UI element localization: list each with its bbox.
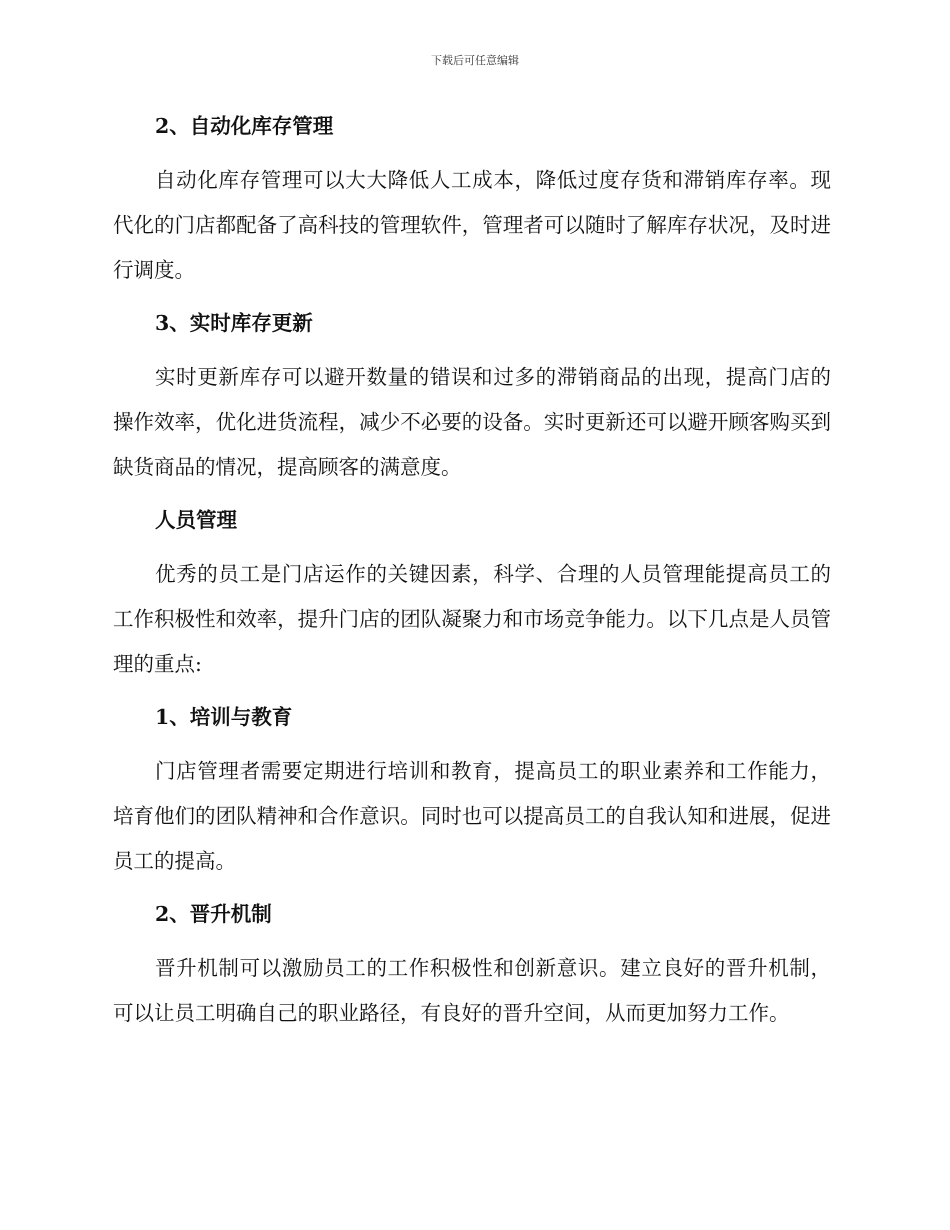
section-heading: 2、自动化库存管理 xyxy=(155,114,334,138)
section-paragraph: 晋升机制可以激励员工的工作积极性和创新意识。建立良好的晋升机制，可以让员工明确自己的职业路径，有良好的晋升空间，从而更加努力工作。 xyxy=(113,956,831,1025)
page-header: 下载后可任意编辑 xyxy=(431,54,519,67)
section-paragraph: 优秀的员工是门店运作的关键因素，科学、合理的人员管理能提高员工的工作积极性和效率，提升门店的团队凝聚力和市场竞争能力。以下几点是人员管理的重点: xyxy=(113,562,831,676)
section-heading: 3、实时库存更新 xyxy=(155,311,313,335)
section-paragraph: 实时更新库存可以避开数量的错误和过多的滞销商品的出现，提高门店的操作效率，优化进货流程，减少不必要的设备。实时更新还可以避开顾客购买到缺货商品的情况，提高顾客的满意度。 xyxy=(113,365,831,479)
section-paragraph: 门店管理者需要定期进行培训和教育，提高员工的职业素养和工作能力，培育他们的团队精神和合作意识。同时也可以提高员工的自我认知和进展，促进员工的提高。 xyxy=(113,759,831,873)
section-heading: 人员管理 xyxy=(155,508,237,532)
section-paragraph: 自动化库存管理可以大大降低人工成本，降低过度存货和滞销库存率。现代化的门店都配备了高科技的管理软件，管理者可以随时了解库存状况，及时进行调度。 xyxy=(113,168,831,282)
document-body xyxy=(113,110,831,1036)
section-heading: 2、晋升机制 xyxy=(155,902,272,926)
section-heading: 1、培训与教育 xyxy=(155,705,293,729)
